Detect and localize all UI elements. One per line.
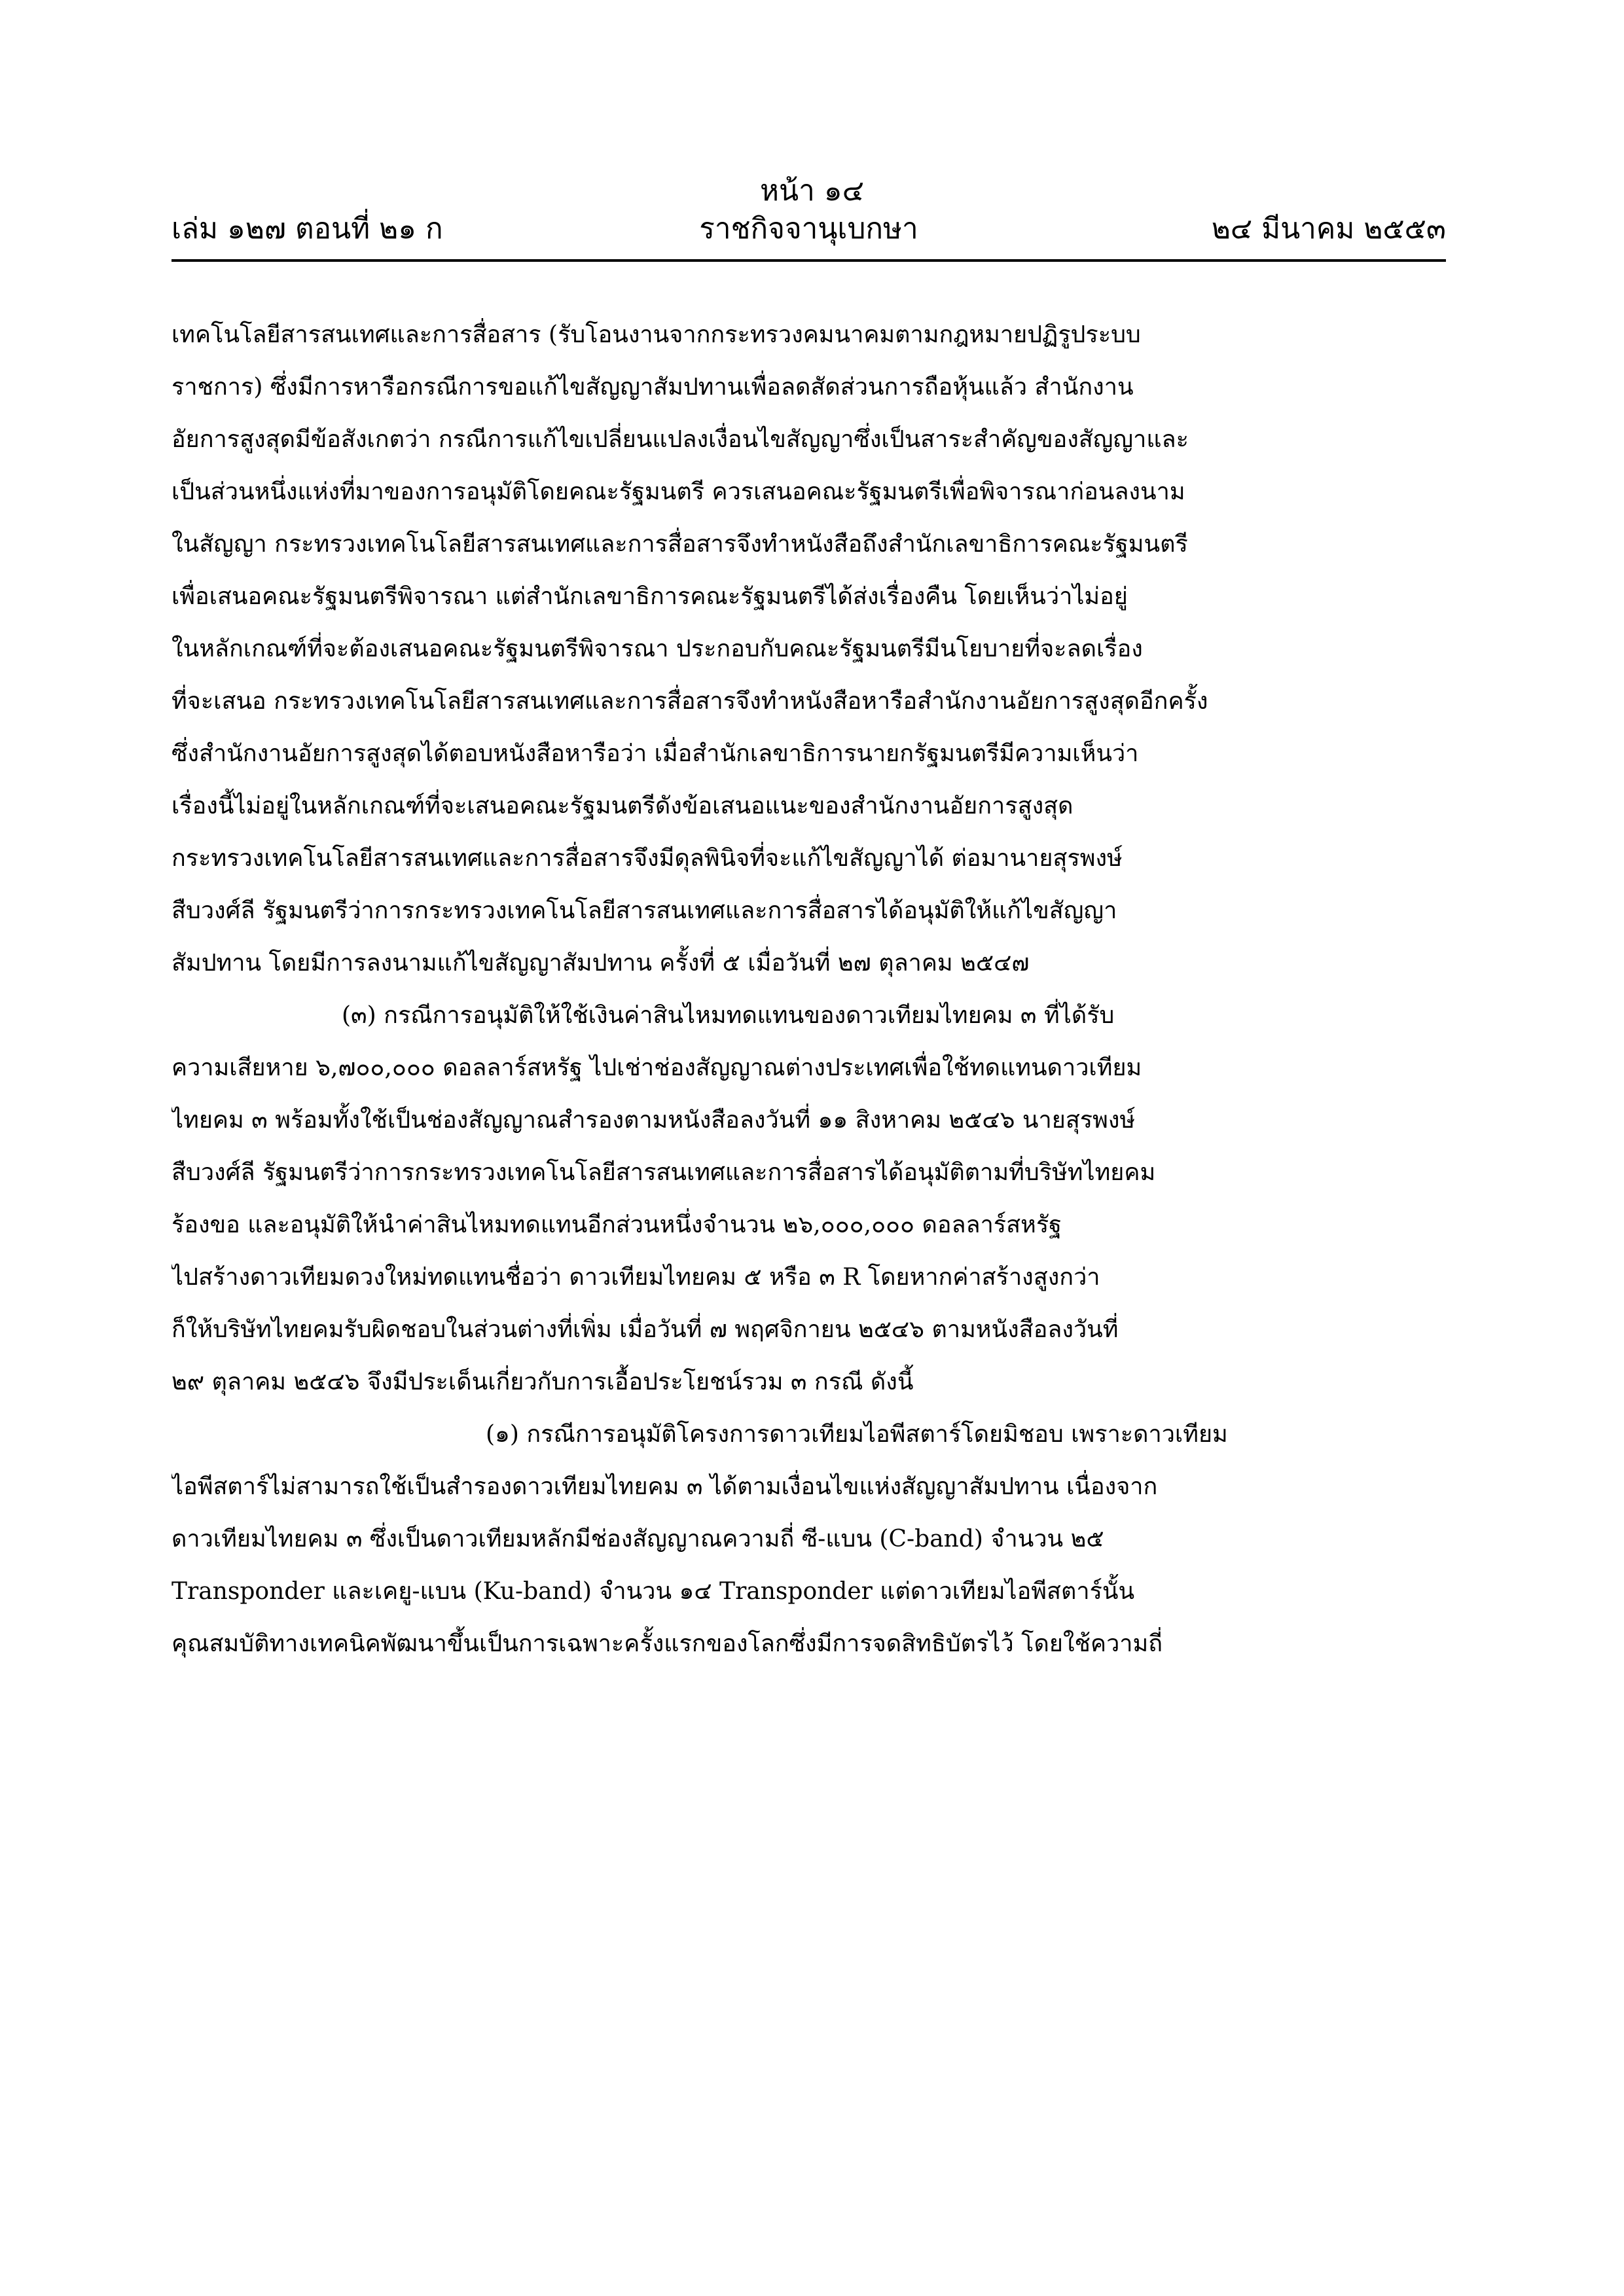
text-line: Transponder และเคยู-แบน (Ku-band) จำนวน ๑๔ Transponder แต่ดาวเทียมไอพีสตาร์นั้น xyxy=(171,1578,1135,1605)
text-line: ความเสียหาย ๖,๗๐๐,๐๐๐ ดอลลาร์สหรัฐ ไปเช่าช่องสัญญาณต่างประเทศเพื่อใช้ทดแทนดาวเทียม xyxy=(171,1054,1142,1081)
text-line: กระทรวงเทคโนโลยีสารสนเทศและการสื่อสารจึงมีดุลพินิจที่จะแก้ไขสัญญาได้ ต่อมานายสุรพงษ์ xyxy=(171,845,1123,872)
text-line: ไปสร้างดาวเทียมดวงใหม่ทดแทนชื่อว่า ดาวเทียมไทยคม ๕ หรือ ๓ R โดยหากค่าสร้างสูงกว่า xyxy=(171,1264,1100,1291)
publication-date: ๒๔ มีนาคม ๒๕๕๓ xyxy=(1211,212,1446,245)
volume-issue: เล่ม ๑๒๗ ตอนที่ ๒๑ ก xyxy=(171,212,443,245)
text-line: เทคโนโลยีสารสนเทศและการสื่อสาร (รับโอนงานจากกระทรวงคมนาคมตามกฎหมายปฏิรูประบบ xyxy=(171,321,1141,348)
text-line: ร้องขอ และอนุมัติให้นำค่าสินไหมทดแทนอีกส่วนหนึ่งจำนวน ๒๖,๐๐๐,๐๐๐ ดอลลาร์สหรัฐ xyxy=(171,1211,1062,1238)
text-line: ซึ่งสำนักงานอัยการสูงสุดได้ตอบหนังสือหารือว่า เมื่อสำนักเลขาธิการนายกรัฐมนตรีมีความเห็นว่า xyxy=(171,740,1139,767)
text-line: เรื่องนี้ไม่อยู่ในหลักเกณฑ์ที่จะเสนอคณะรัฐมนตรีดังข้อเสนอแนะของสำนักงานอัยการสูงสุด xyxy=(171,793,1074,819)
text-line: สืบวงศ์ลี รัฐมนตรีว่าการกระทรวงเทคโนโลยีสารสนเทศและการสื่อสารได้อนุมัติให้แก้ไขสัญญา xyxy=(171,897,1117,924)
paragraph-start-line: (๓) กรณีการอนุมัติให้ใช้เงินค่าสินไหมทดแทนของดาวเทียมไทยคม ๓ ที่ได้รับ xyxy=(342,1002,1115,1029)
text-line: คุณสมบัติทางเทคนิคพัฒนาขึ้นเป็นการเฉพาะครั้งแรกของโลกซึ่งมีการจดสิทธิบัตรไว้ โดยใช้ความถี่ xyxy=(171,1630,1163,1657)
text-line: ราชการ) ซึ่งมีการหารือกรณีการขอแก้ไขสัญญาสัมปทานเพื่อลดสัดส่วนการถือหุ้นแล้ว สำนักงาน xyxy=(171,374,1134,401)
publication-title: ราชกิจจานุเบกษา xyxy=(699,212,918,245)
text-line: สัมปทาน โดยมีการลงนามแก้ไขสัญญาสัมปทาน ครั้งที่ ๕ เมื่อวันที่ ๒๗ ตุลาคม ๒๕๔๗ xyxy=(171,950,1030,977)
paragraph-start-line: (๑) กรณีการอนุมัติโครงการดาวเทียมไอพีสตาร์โดยมิชอบ เพราะดาวเทียม xyxy=(486,1421,1228,1448)
text-line: ๒๙ ตุลาคม ๒๕๔๖ จึงมีประเด็นเกี่ยวกับการเอื้อประโยชน์รวม ๓ กรณี ดังนี้ xyxy=(171,1369,914,1395)
text-line: ไทยคม ๓ พร้อมทั้งใช้เป็นช่องสัญญาณสำรองตามหนังสือลงวันที่ ๑๑ สิงหาคม ๒๕๔๖ นายสุรพงษ์ xyxy=(171,1107,1136,1134)
text-line: ดาวเทียมไทยคม ๓ ซึ่งเป็นดาวเทียมหลักมีช่องสัญญาณความถี่ ซี-แบน (C-band) จำนวน ๒๕ xyxy=(171,1526,1104,1552)
page-number: หน้า ๑๔ xyxy=(759,174,864,207)
text-line: ในสัญญา กระทรวงเทคโนโลยีสารสนเทศและการสื่อสารจึงทำหนังสือถึงสำนักเลขาธิการคณะรัฐมนตรี xyxy=(171,531,1188,558)
text-line: อัยการสูงสุดมีข้อสังเกตว่า กรณีการแก้ไขเปลี่ยนแปลงเงื่อนไขสัญญาซึ่งเป็นสาระสำคัญของสัญญาและ xyxy=(171,426,1189,453)
text-line: ในหลักเกณฑ์ที่จะต้องเสนอคณะรัฐมนตรีพิจารณา ประกอบกับคณะรัฐมนตรีมีนโยบายที่จะลดเรื่อง xyxy=(171,636,1143,662)
text-line: ที่จะเสนอ กระทรวงเทคโนโลยีสารสนเทศและการสื่อสารจึงทำหนังสือหารือสำนักงานอัยการสูงสุดอีกครั้ง xyxy=(171,688,1208,715)
text-line: เพื่อเสนอคณะรัฐมนตรีพิจารณา แต่สำนักเลขาธิการคณะรัฐมนตรีได้ส่งเรื่องคืน โดยเห็นว่าไม่อยู่ xyxy=(171,583,1128,610)
document-header xyxy=(171,208,1446,250)
body-text xyxy=(171,309,1446,1670)
text-line: ไอพีสตาร์ไม่สามารถใช้เป็นสำรองดาวเทียมไทยคม ๓ ได้ตามเงื่อนไขแห่งสัญญาสัมปทาน เนื่องจาก xyxy=(171,1473,1158,1500)
text-line: ก็ให้บริษัทไทยคมรับผิดชอบในส่วนต่างที่เพิ่ม เมื่อวันที่ ๗ พฤศจิกายน ๒๕๔๖ ตามหนังสือลงวันที่ xyxy=(171,1316,1119,1343)
text-line: สืบวงศ์ลี รัฐมนตรีว่าการกระทรวงเทคโนโลยีสารสนเทศและการสื่อสารได้อนุมัติตามที่บริษัทไทยคม xyxy=(171,1159,1156,1186)
text-line: เป็นส่วนหนึ่งแห่งที่มาของการอนุมัติโดยคณะรัฐมนตรี ควรเสนอคณะรัฐมนตรีเพื่อพิจารณาก่อนลงนาม xyxy=(171,478,1185,505)
header-divider xyxy=(171,259,1446,262)
